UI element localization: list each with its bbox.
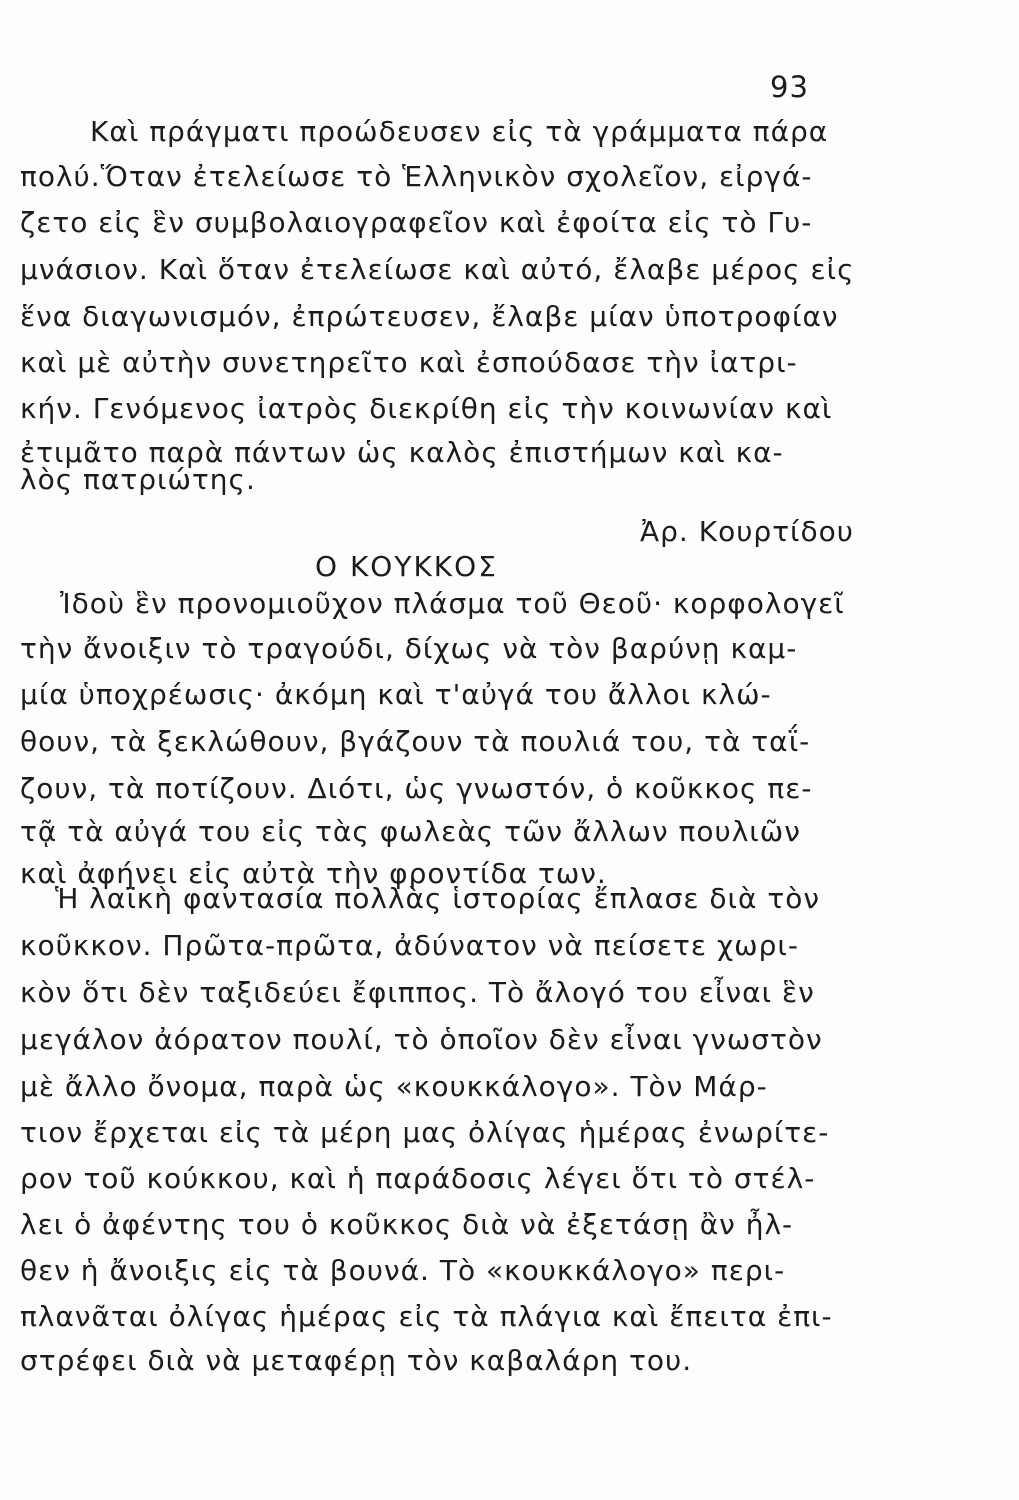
text-line: πολύ.Ὅταν ἐτελείωσε τὸ Ἑλληνικὸν σχολεῖον, εἰργά- xyxy=(20,160,813,193)
text-line: λει ὁ ἀφέντης του ὁ κοῦκκος διὰ νὰ ἐξετάσῃ ἂν ἦλ- xyxy=(20,1208,794,1241)
text-line: μὲ ἄλλο ὄνομα, παρὰ ὡς «κουκκάλογο». Τὸν Μάρ- xyxy=(20,1070,768,1103)
text-line: πλανᾶται ὀλίγας ἡμέρας εἰς τὰ πλάγια καὶ ἔπειτα ἐπι- xyxy=(20,1300,833,1333)
text-line: στρέφει διὰ νὰ μεταφέρῃ τὸν καβαλάρη του. xyxy=(20,1344,693,1377)
text-line: ἕνα διαγωνισμόν, ἐπρώτευσεν, ἔλαβε μίαν ὑποτροφίαν xyxy=(20,300,839,333)
text-line: ζουν, τὰ ποτίζουν. Διότι, ὡς γνωστόν, ὁ κοῦκκος πε- xyxy=(20,772,813,805)
text-line: κήν. Γενόμενος ἰατρὸς διεκρίθη εἰς τὴν κοινωνίαν καὶ xyxy=(20,392,833,425)
page-number: 93 xyxy=(770,70,809,104)
text-line: κὸν ὅτι δὲν ταξιδεύει ἔφιππος. Τὸ ἄλογό του εἶναι ἓν xyxy=(20,976,815,1009)
text-line: θεν ἡ ἄνοιξις εἰς τὰ βουνά. Τὸ «κουκκάλογο» περι- xyxy=(20,1254,786,1287)
text-line: Καὶ πράγματι προώδευσεν εἰς τὰ γράμματα πάρα xyxy=(90,115,829,148)
text-line: μία ὑποχρέωσις· ἀκόμη καὶ τ'αὐγά του ἄλλοι κλώ- xyxy=(20,678,772,711)
text-line: Ἡ λαϊκὴ φαντασία πολλὰς ἱστορίας ἔπλασε διὰ τὸν xyxy=(55,882,820,915)
text-line: ζετο εἰς ἓν συμβολαιογραφεῖον καὶ ἐφοίτα εἰς τὸ Γυ- xyxy=(20,206,813,239)
section-title: Ο ΚΟΥΚΚΟΣ xyxy=(315,550,498,583)
author-signature: Ἀρ. Κουρτίδου xyxy=(640,515,854,548)
text-line: καὶ ἀφήνει εἰς αὐτὰ τὴν φροντίδα των. xyxy=(20,857,607,890)
text-line: ἐτιμᾶτο παρὰ πάντων ὡς καλὸς ἐπιστήμων καὶ κα- xyxy=(20,436,784,469)
text-line: μνάσιον. Καὶ ὅταν ἐτελείωσε καὶ αὐτό, ἔλαβε μέρος εἰς xyxy=(20,253,855,286)
text-line: Ἰδοὺ ἓν προνομιοῦχον πλάσμα τοῦ Θεοῦ· κορφολογεῖ xyxy=(60,587,845,620)
text-line: λὸς πατριώτης. xyxy=(20,463,256,496)
text-line: κοῦκκον. Πρῶτα-πρῶτα, ἀδύνατον νὰ πείσετε χωρι- xyxy=(20,929,799,962)
text-line: τὴν ἄνοιξιν τὸ τραγούδι, δίχως νὰ τὸν βαρύνῃ καμ- xyxy=(20,632,798,665)
text-line: μεγάλον ἀόρατον πουλί, τὸ ὁποῖον δὲν εἶναι γνωστὸν xyxy=(20,1023,823,1056)
text-line: καὶ μὲ αὐτὴν συνετηρεῖτο καὶ ἐσπούδασε τὴν ἰατρι- xyxy=(20,346,798,379)
text-line: τιον ἔρχεται εἰς τὰ μέρη μας ὀλίγας ἡμέρας ἐνωρίτε- xyxy=(20,1116,830,1149)
text-line: ρον τοῦ κούκκου, καὶ ἡ παράδοσις λέγει ὅτι τὸ στέλ- xyxy=(20,1162,816,1195)
text-line: θουν, τὰ ξεκλώθουν, βγάζουν τὰ πουλιά του, τὰ ταΐ- xyxy=(20,725,811,758)
text-line: τᾷ τὰ αὐγά του εἰς τὰς φωλεὰς τῶν ἄλλων πουλιῶν xyxy=(20,815,801,848)
